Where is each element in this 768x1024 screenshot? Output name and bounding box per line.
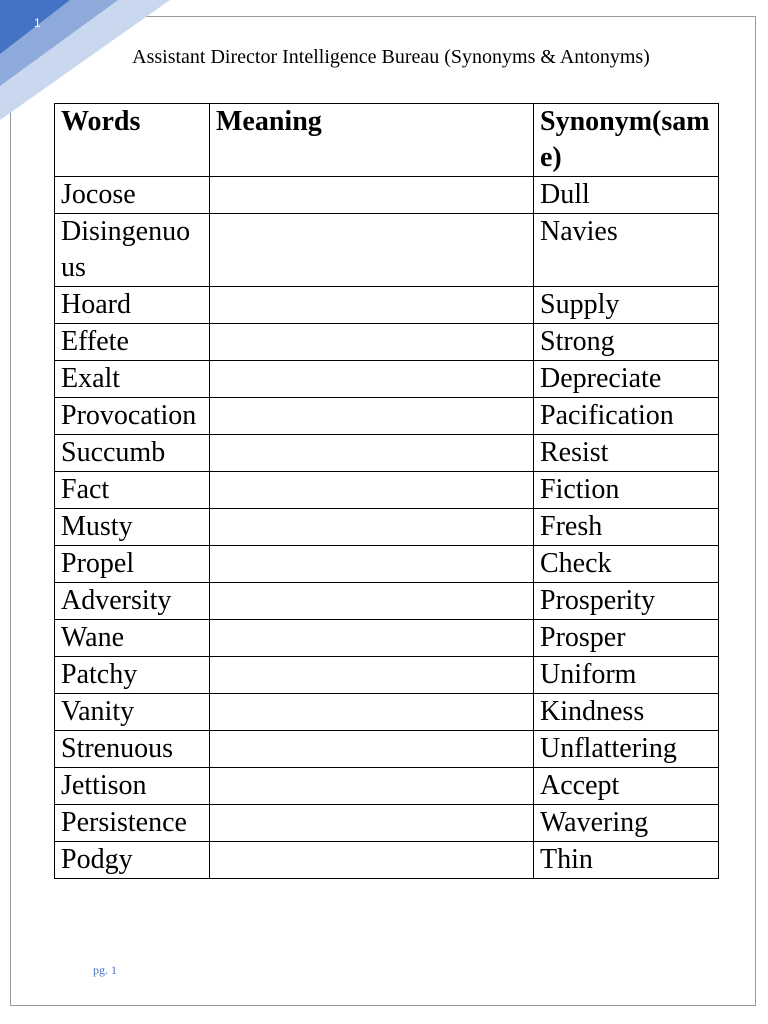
table-row bbox=[55, 583, 719, 620]
table-row bbox=[55, 842, 719, 879]
word-cell: Podgy bbox=[55, 842, 210, 879]
word-cell: Adversity bbox=[55, 583, 210, 620]
word-cell: Fact bbox=[55, 472, 210, 509]
word-cell: Effete bbox=[55, 324, 210, 361]
table-row bbox=[55, 694, 719, 731]
meaning-cell bbox=[210, 546, 534, 583]
meaning-cell bbox=[210, 583, 534, 620]
word-cell: Strenuous bbox=[55, 731, 210, 768]
meaning-cell bbox=[210, 177, 534, 214]
word-cell: Provocation bbox=[55, 398, 210, 435]
corner-page-number: 1 bbox=[34, 16, 41, 30]
synonym-cell: Resist bbox=[534, 435, 719, 472]
table-row bbox=[55, 805, 719, 842]
table-row bbox=[55, 657, 719, 694]
synonym-cell: Accept bbox=[534, 768, 719, 805]
table-row bbox=[55, 472, 719, 509]
synonym-cell: Wavering bbox=[534, 805, 719, 842]
vocabulary-table bbox=[54, 103, 719, 879]
table-row bbox=[55, 324, 719, 361]
meaning-cell bbox=[210, 731, 534, 768]
meaning-cell bbox=[210, 472, 534, 509]
meaning-cell bbox=[210, 509, 534, 546]
word-cell: Vanity bbox=[55, 694, 210, 731]
synonym-cell: Dull bbox=[534, 177, 719, 214]
synonym-cell: Fiction bbox=[534, 472, 719, 509]
table-row bbox=[55, 546, 719, 583]
footer-page-number: pg. 1 bbox=[93, 963, 117, 977]
meaning-cell bbox=[210, 805, 534, 842]
synonym-cell: Strong bbox=[534, 324, 719, 361]
column-header-meaning: Meaning bbox=[210, 104, 534, 177]
table-row bbox=[55, 361, 719, 398]
word-cell: Hoard bbox=[55, 287, 210, 324]
synonym-cell: Thin bbox=[534, 842, 719, 879]
table-row bbox=[55, 768, 719, 805]
meaning-cell bbox=[210, 768, 534, 805]
document-title: Assistant Director Intelligence Bureau (Synonyms & Antonyms) bbox=[132, 46, 650, 68]
synonym-cell: Prosper bbox=[534, 620, 719, 657]
meaning-cell bbox=[210, 657, 534, 694]
word-cell: Jettison bbox=[55, 768, 210, 805]
word-cell: Musty bbox=[55, 509, 210, 546]
table-row bbox=[55, 177, 719, 214]
synonym-cell: Kindness bbox=[534, 694, 719, 731]
synonym-cell: Uniform bbox=[534, 657, 719, 694]
synonym-cell: Navies bbox=[534, 214, 719, 287]
column-header-synonym: Synonym(same) bbox=[534, 104, 719, 177]
meaning-cell bbox=[210, 287, 534, 324]
table-row bbox=[55, 398, 719, 435]
word-cell: Jocose bbox=[55, 177, 210, 214]
meaning-cell bbox=[210, 694, 534, 731]
meaning-cell bbox=[210, 361, 534, 398]
word-cell: Propel bbox=[55, 546, 210, 583]
table-row bbox=[55, 620, 719, 657]
table-row bbox=[55, 509, 719, 546]
word-cell: Disingenuous bbox=[55, 214, 210, 287]
word-cell: Succumb bbox=[55, 435, 210, 472]
table-row bbox=[55, 214, 719, 287]
table-row bbox=[55, 435, 719, 472]
synonym-cell: Fresh bbox=[534, 509, 719, 546]
word-cell: Wane bbox=[55, 620, 210, 657]
table-header-row bbox=[55, 104, 719, 177]
meaning-cell bbox=[210, 620, 534, 657]
word-cell: Persistence bbox=[55, 805, 210, 842]
column-header-words: Words bbox=[55, 104, 210, 177]
synonym-cell: Supply bbox=[534, 287, 719, 324]
synonym-cell: Pacification bbox=[534, 398, 719, 435]
table-row bbox=[55, 731, 719, 768]
meaning-cell bbox=[210, 324, 534, 361]
synonym-cell: Check bbox=[534, 546, 719, 583]
synonym-cell: Prosperity bbox=[534, 583, 719, 620]
synonym-cell: Unflattering bbox=[534, 731, 719, 768]
meaning-cell bbox=[210, 842, 534, 879]
synonym-cell: Depreciate bbox=[534, 361, 719, 398]
table-row bbox=[55, 287, 719, 324]
word-cell: Patchy bbox=[55, 657, 210, 694]
meaning-cell bbox=[210, 398, 534, 435]
word-cell: Exalt bbox=[55, 361, 210, 398]
meaning-cell bbox=[210, 435, 534, 472]
meaning-cell bbox=[210, 214, 534, 287]
